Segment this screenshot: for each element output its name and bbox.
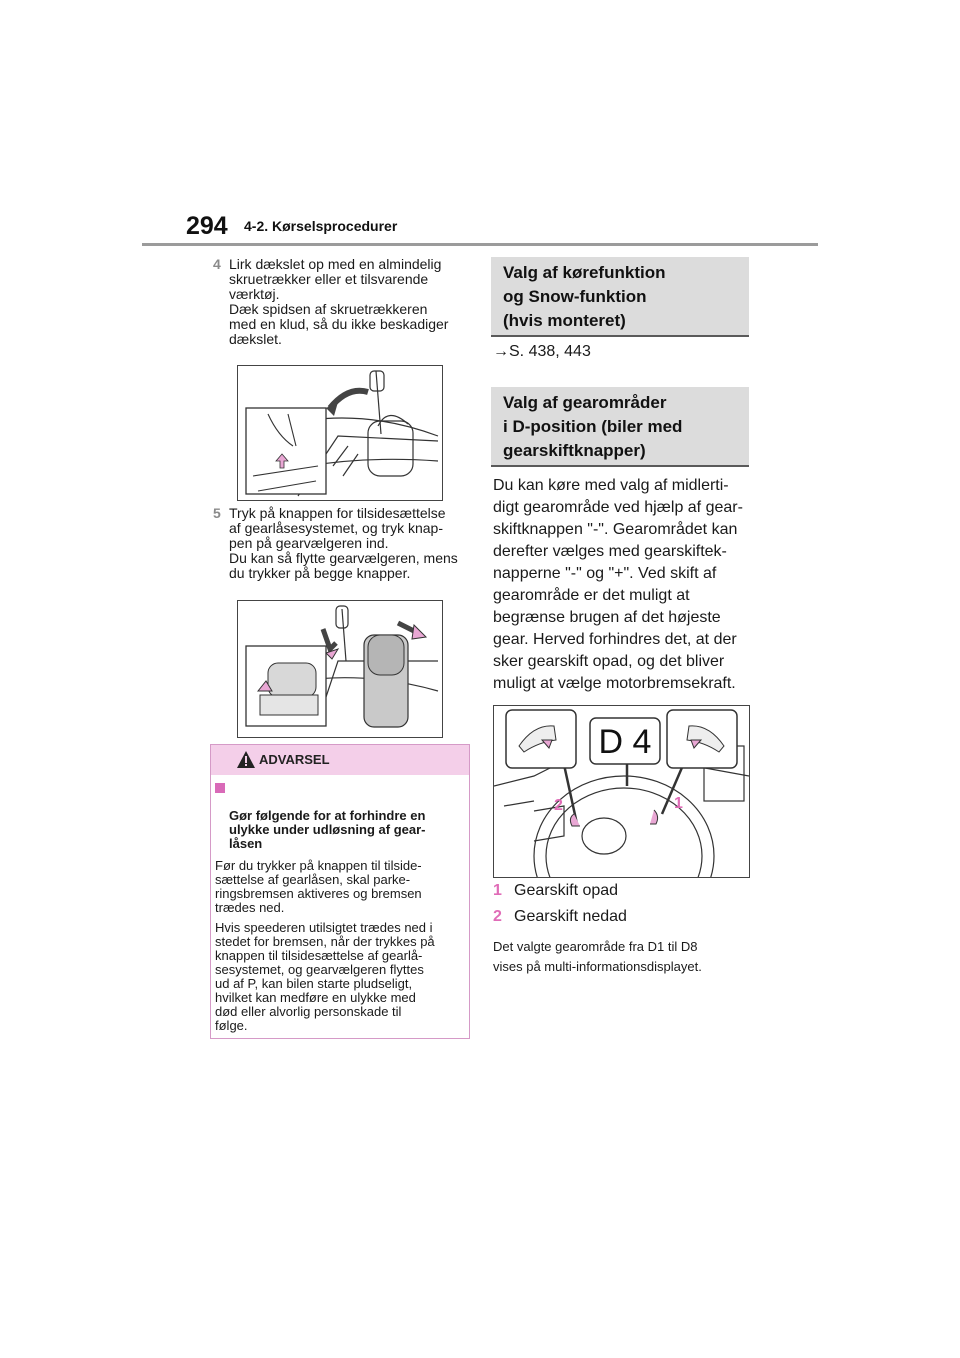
step-number: 5 xyxy=(213,505,221,521)
page-reference: →S. 438, 443 xyxy=(493,343,591,360)
legend-item xyxy=(493,908,748,928)
bullet-square-icon xyxy=(215,783,225,793)
warning-paragraph: Før du trykker på knappen til tilside- sættelse af gearlåsen, skal parke- ringsbremsen aktiveres og bremsen trædes ned. xyxy=(215,858,422,915)
warning-box xyxy=(210,744,470,1039)
step-text: Lirk dækslet op med en almindelig skruetrækker eller et tilsvarende værktøj. Dæk spidsen af skruetrækkeren med en klud, så du ikke beskadiger dækslet. xyxy=(229,256,449,347)
page-number: 294 xyxy=(186,212,228,240)
legend-label: Gearskift opad xyxy=(514,882,619,899)
gear-display-text: D 4 xyxy=(598,723,652,761)
warning-triangle-icon xyxy=(237,751,255,768)
callout-2: 2 xyxy=(554,797,563,814)
heading-gear-range xyxy=(491,387,749,467)
legend-number: 2 xyxy=(493,908,502,925)
heading-drive-mode xyxy=(491,257,749,337)
warning-title: ADVARSEL xyxy=(259,752,330,767)
warning-paragraph: Hvis speederen utilsigtet trædes ned i stedet for bremsen, når der trykkes på knappen til tilsidesættelse af gearlå- sesystemet, og gearvælgeren flyttes ud af P, kan bilen starte pludseligt, hvilket kan medføre en ulykke med død eller alvorlig personskade til følge. xyxy=(215,920,435,1033)
cover-removal-illustration xyxy=(237,365,443,501)
warning-subheading xyxy=(215,781,465,851)
warning-subheading-text: Gør følgende for at forhindre en ulykke under udløsning af gear- låsen xyxy=(229,808,426,851)
legend-label: Gearskift nedad xyxy=(514,908,627,925)
heading-text: Valg af gearområder i D-position (biler med gearskiftknapper) xyxy=(503,393,683,460)
callout-1: 1 xyxy=(674,795,683,812)
step-text: Tryk på knappen for tilsidesættelse af gearlåsesystemet, og tryk knap- pen på gearvælgeren ind. Du kan så flytte gearvælgeren, mens du trykker på begge knapper. xyxy=(229,505,458,581)
body-paragraph: Du kan køre med valg af midlerti- digt gearområde ved hjælp af gear- skiftknappen "-". Gearområdet kan derefter vælges med gearskiftek- napperne "-" og "+". Ved skift af gearområde er det muligt at begrænse brugen af det højeste gear. Herved forhindres det, at der sker gearskift opad, og det bliver muligt at vælge motorbremsekraft. xyxy=(493,477,743,692)
step-number: 4 xyxy=(213,256,221,272)
step-5 xyxy=(213,506,468,586)
legend-number: 1 xyxy=(493,882,502,899)
note-text: Det valgte gearområde fra D1 til D8 vises på multi-informationsdisplayet. xyxy=(493,939,702,974)
warning-header xyxy=(211,745,469,775)
step-4 xyxy=(213,257,468,352)
shift-lock-release-illustration xyxy=(237,600,443,738)
header-divider xyxy=(142,243,818,246)
section-title: 4-2. Kørselsprocedurer xyxy=(244,218,398,234)
heading-text: Valg af kørefunktion og Snow-funktion (hvis monteret) xyxy=(503,263,666,330)
legend-item xyxy=(493,882,748,902)
warning-body xyxy=(215,781,465,1039)
paddle-shifter-illustration xyxy=(493,705,750,878)
